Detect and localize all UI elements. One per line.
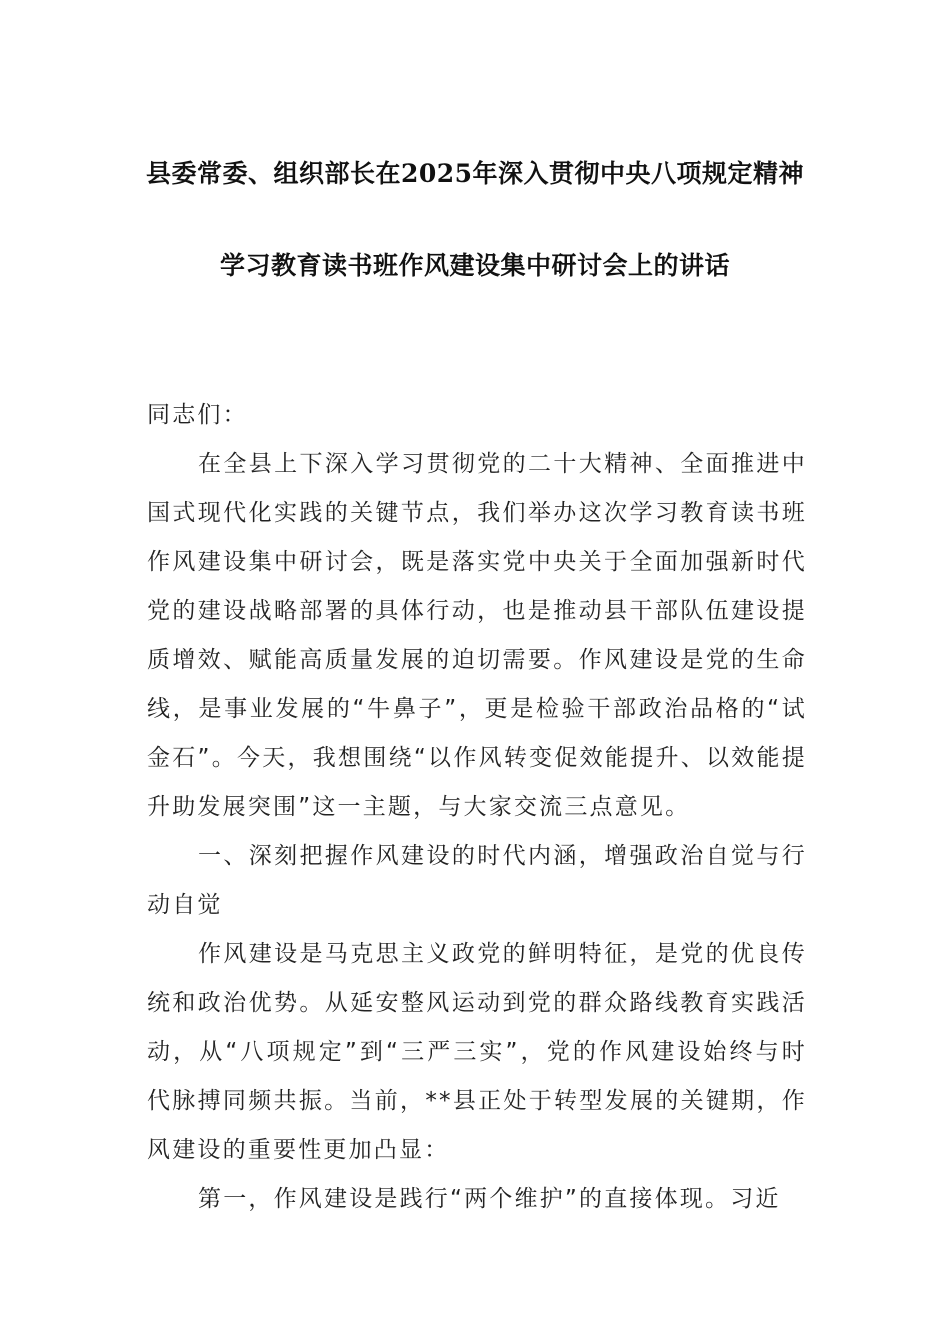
section-heading-1: 一、深刻把握作风建设的时代内涵，增强政治自觉与行动自觉 — [147, 843, 807, 918]
paragraph-intro: 在全县上下深入学习贯彻党的二十大精神、全面推进中国式现代化实践的关键节点，我们举办这次学习教育读书班作风建设集中研讨会，既是落实党中央关于全面加强新时代党的建设战略部署的具体行动，也是推动县干部队伍建设提质增效、赋能高质量发展的迫切需要。作风建设是党的生命线，是事业发展的“牛鼻子”，更是检验干部政治品格的“试金石”。今天，我想围绕“以作风转变促效能提升、以效能提升助发展突围”这一主题，与大家交流三点意见。 — [147, 451, 807, 820]
document-body — [147, 391, 807, 1224]
paragraph-point-1: 第一，作风建设是践行“两个维护”的直接体现。习近 — [198, 1186, 781, 1212]
document-title-line-1: 县委常委、组织部长在2025年深入贯彻中央八项规定精神 — [145, 159, 805, 188]
document-title-line-2: 学习教育读书班作风建设集中研讨会上的讲话 — [219, 251, 730, 280]
salutation: 同志们： — [147, 402, 248, 428]
paragraph-section-1: 作风建设是马克思主义政党的鲜明特征，是党的优良传统和政治优势。从延安整风运动到党的群众路线教育实践活动，从“八项规定”到“三严三实”，党的作风建设始终与时代脉搏同频共振。当前，**县正处于转型发展的关键期，作风建设的重要性更加凸显： — [147, 941, 807, 1163]
